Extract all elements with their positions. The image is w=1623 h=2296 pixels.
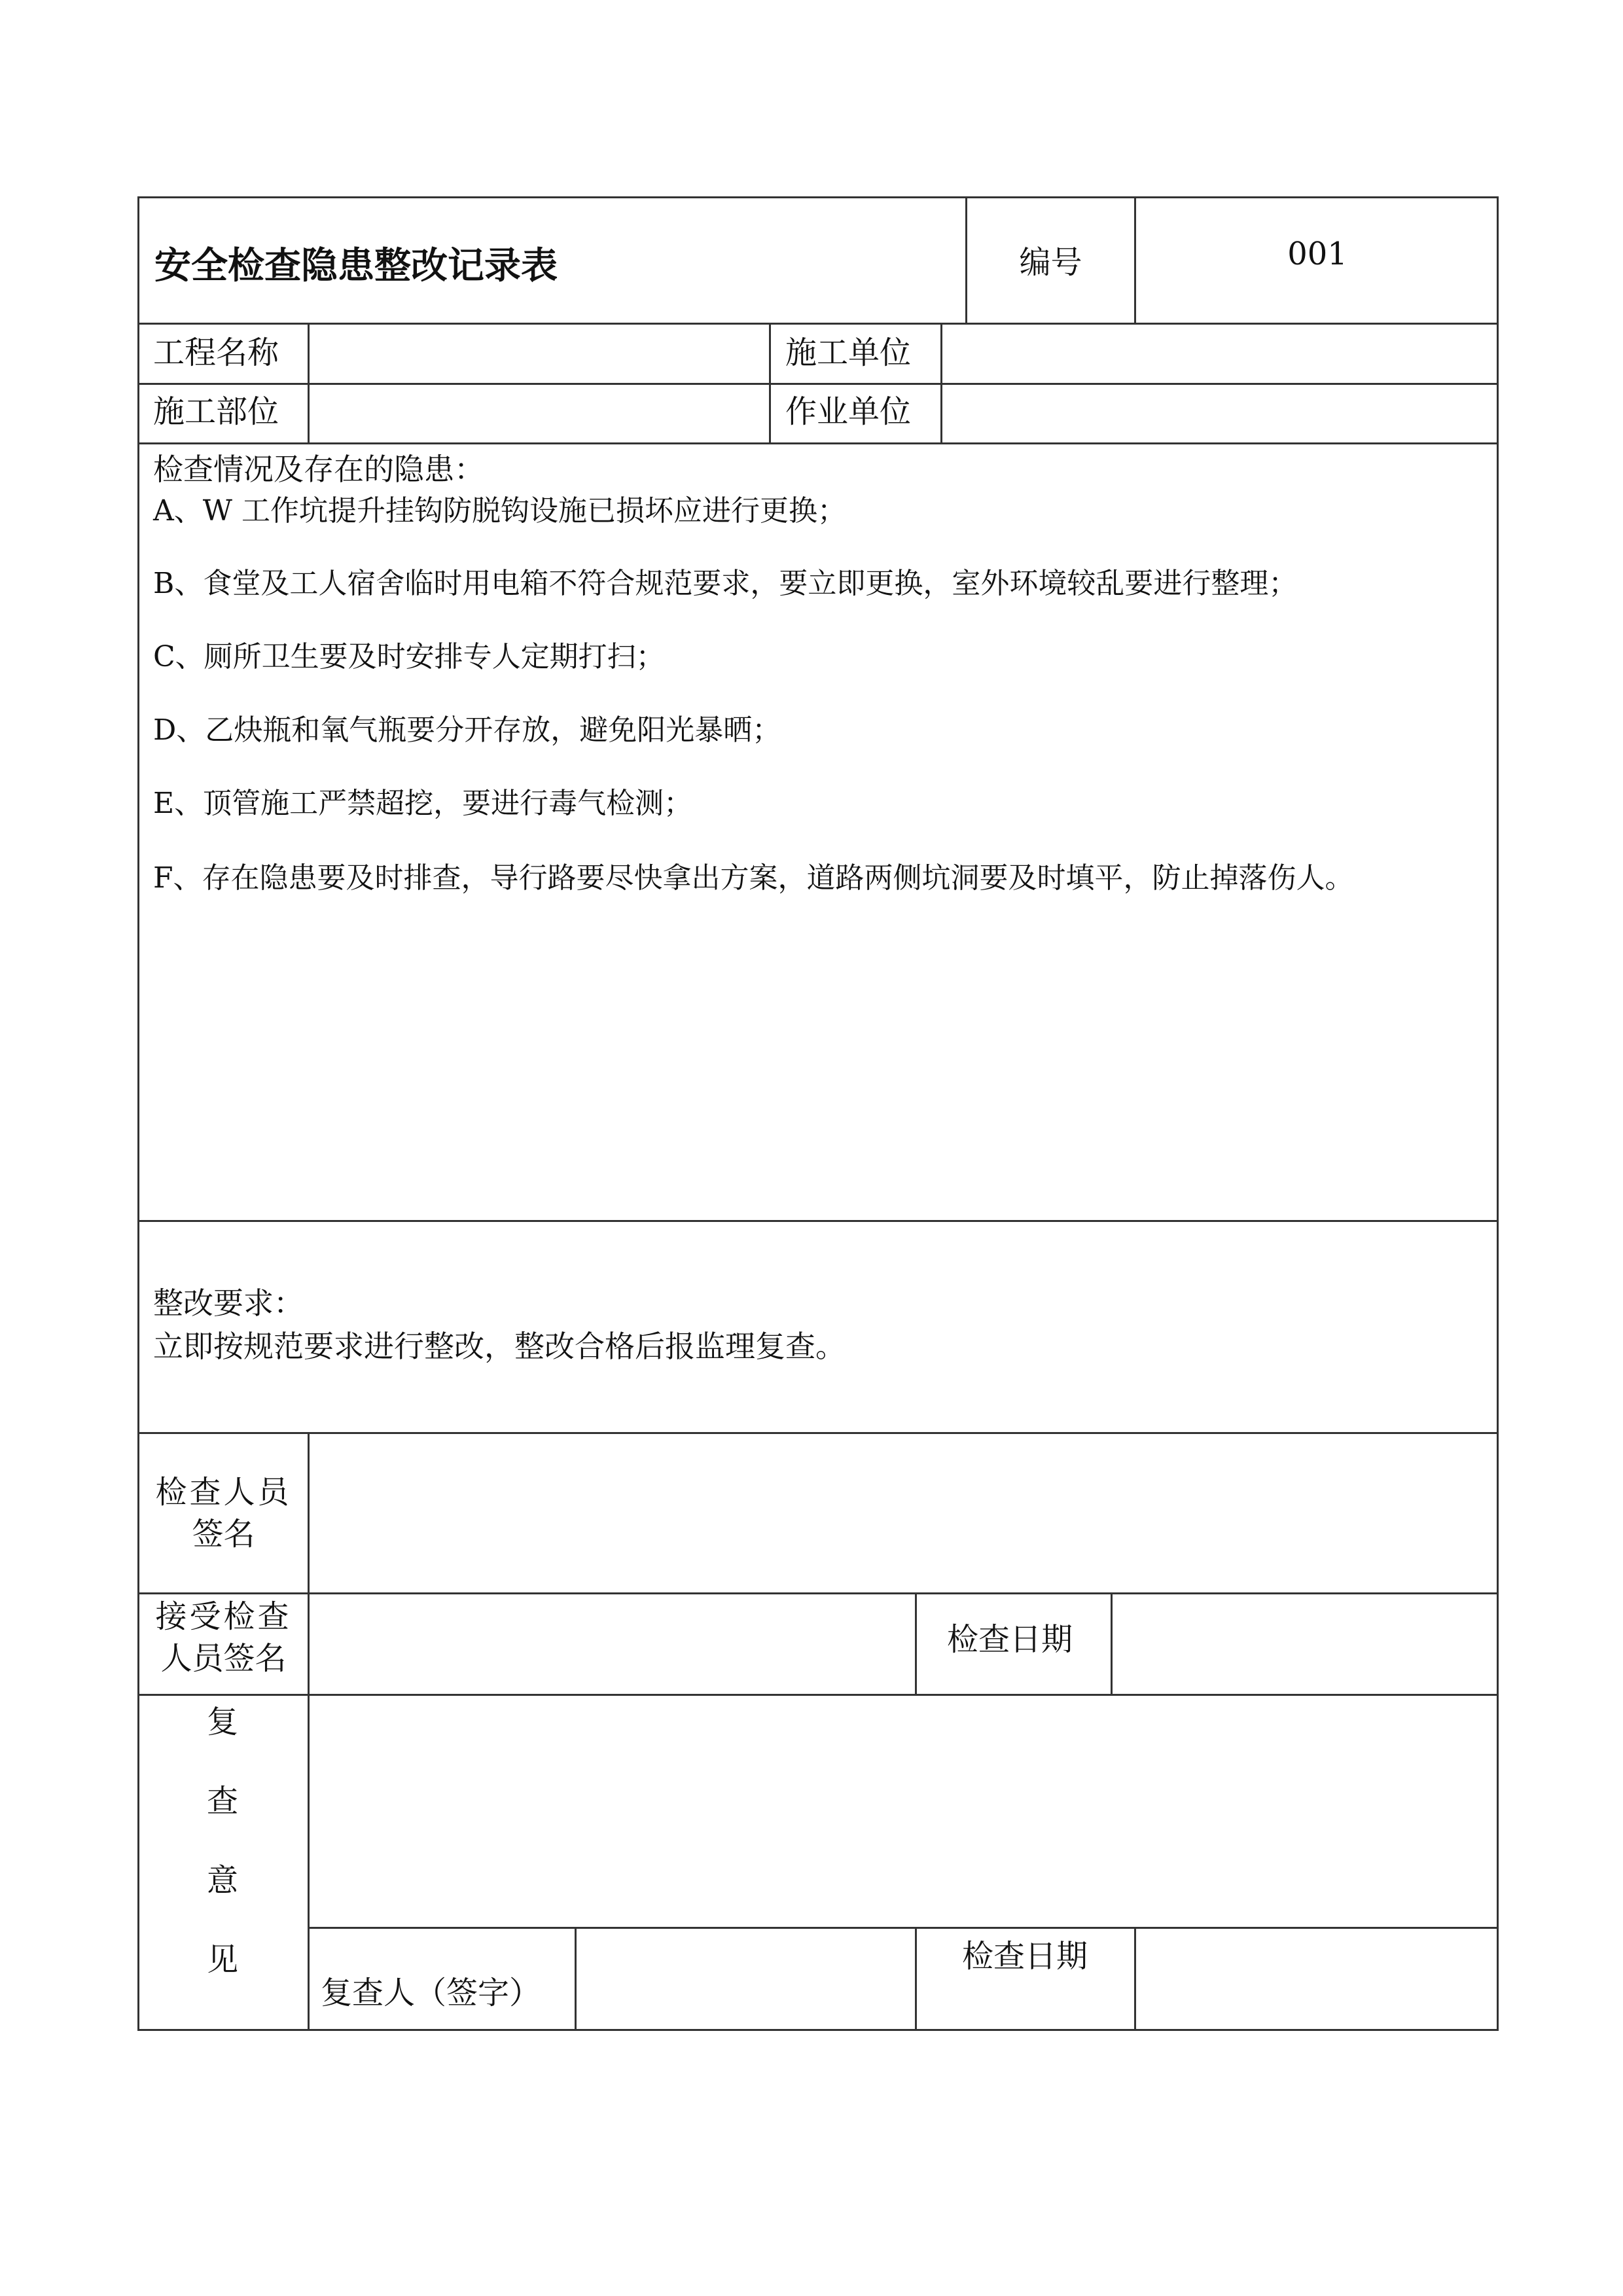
- review-opinion-field[interactable]: [310, 1696, 1496, 1924]
- hazard-item-d: D、乙炔瓶和氧气瓶要分开存放，避免阳光暴晒；: [153, 713, 781, 747]
- row-divider: [137, 1220, 1499, 1222]
- review-opinion-char: 复: [206, 1704, 238, 1740]
- inspection-date-field[interactable]: [1113, 1595, 1496, 1692]
- reviewer-sign-field[interactable]: [577, 1929, 912, 2029]
- review-opinion-char: 见: [206, 1941, 238, 1978]
- receiver-sign-label-line1: 接受检查: [155, 1598, 292, 1635]
- row-divider: [137, 1592, 1499, 1594]
- row-divider: [137, 442, 1499, 444]
- review-date-field[interactable]: [1137, 1929, 1496, 2029]
- form-title: 安全检查隐患整改记录表: [154, 244, 558, 287]
- row-divider: [137, 1432, 1499, 1434]
- project-name-label: 工程名称: [153, 334, 279, 371]
- construction-unit-label: 施工单位: [785, 334, 912, 371]
- col-divider: [769, 323, 771, 442]
- receiver-sign-label-line2: 人员签名: [160, 1640, 287, 1677]
- number-value[interactable]: 001: [1287, 236, 1347, 272]
- col-divider: [308, 1432, 310, 2031]
- inspector-sign-field[interactable]: [310, 1435, 1496, 1590]
- inspector-sign-label-line2: 签名: [192, 1516, 255, 1552]
- inspector-sign-label: [139, 1471, 308, 1555]
- reviewer-sign-label: 复查人（签字）: [321, 1975, 541, 2011]
- review-opinion-char: 意: [206, 1862, 238, 1899]
- hazard-item-c: C、厕所卫生要及时安排专人定期打扫；: [153, 640, 665, 673]
- row-divider: [137, 323, 1499, 325]
- construction-part-field[interactable]: [314, 386, 766, 439]
- work-unit-field[interactable]: [946, 386, 1495, 439]
- work-unit-label: 作业单位: [785, 393, 912, 430]
- construction-part-label: 施工部位: [153, 393, 279, 430]
- col-divider: [1134, 1927, 1136, 2031]
- rectification-text: 立即按规范要求进行整改，整改合格后报监理复查。: [153, 1329, 846, 1364]
- col-divider: [575, 1927, 577, 2031]
- review-opinion-char: 查: [206, 1783, 238, 1820]
- hazard-item-e: E、顶管施工严禁超挖，要进行毒气检测；: [153, 787, 693, 820]
- inspection-date-label: 检查日期: [947, 1621, 1073, 1658]
- col-divider: [915, 1927, 917, 2031]
- construction-unit-field[interactable]: [946, 327, 1495, 380]
- receiver-sign-field[interactable]: [310, 1595, 912, 1692]
- project-name-field[interactable]: [314, 327, 766, 380]
- hazard-item-a: A、W 工作坑提升挂钩防脱钩设施已损坏应进行更换；: [153, 494, 846, 528]
- row-divider: [137, 1694, 1499, 1696]
- col-divider: [1111, 1592, 1113, 1694]
- receiver-sign-label: [139, 1596, 308, 1679]
- inspector-sign-label-line1: 检查人员: [155, 1474, 292, 1511]
- col-divider: [915, 1592, 917, 1694]
- row-divider: [308, 1927, 1499, 1929]
- hazard-item-b: B、食堂及工人宿舍临时用电箱不符合规范要求，要立即更换，室外环境较乱要进行整理；: [153, 567, 1298, 600]
- col-divider: [940, 323, 942, 442]
- inspection-heading: 检查情况及存在的隐患：: [153, 452, 484, 487]
- rectification-heading: 整改要求：: [153, 1285, 304, 1321]
- hazard-item-f: F、存在隐患要及时排查，导行路要尽快拿出方案，道路两侧坑洞要及时填平，防止掉落伤人。: [153, 861, 1354, 895]
- row-divider: [137, 383, 1499, 385]
- col-divider: [308, 323, 310, 442]
- review-date-label: 检查日期: [962, 1938, 1088, 1975]
- number-label: 编号: [1019, 244, 1082, 281]
